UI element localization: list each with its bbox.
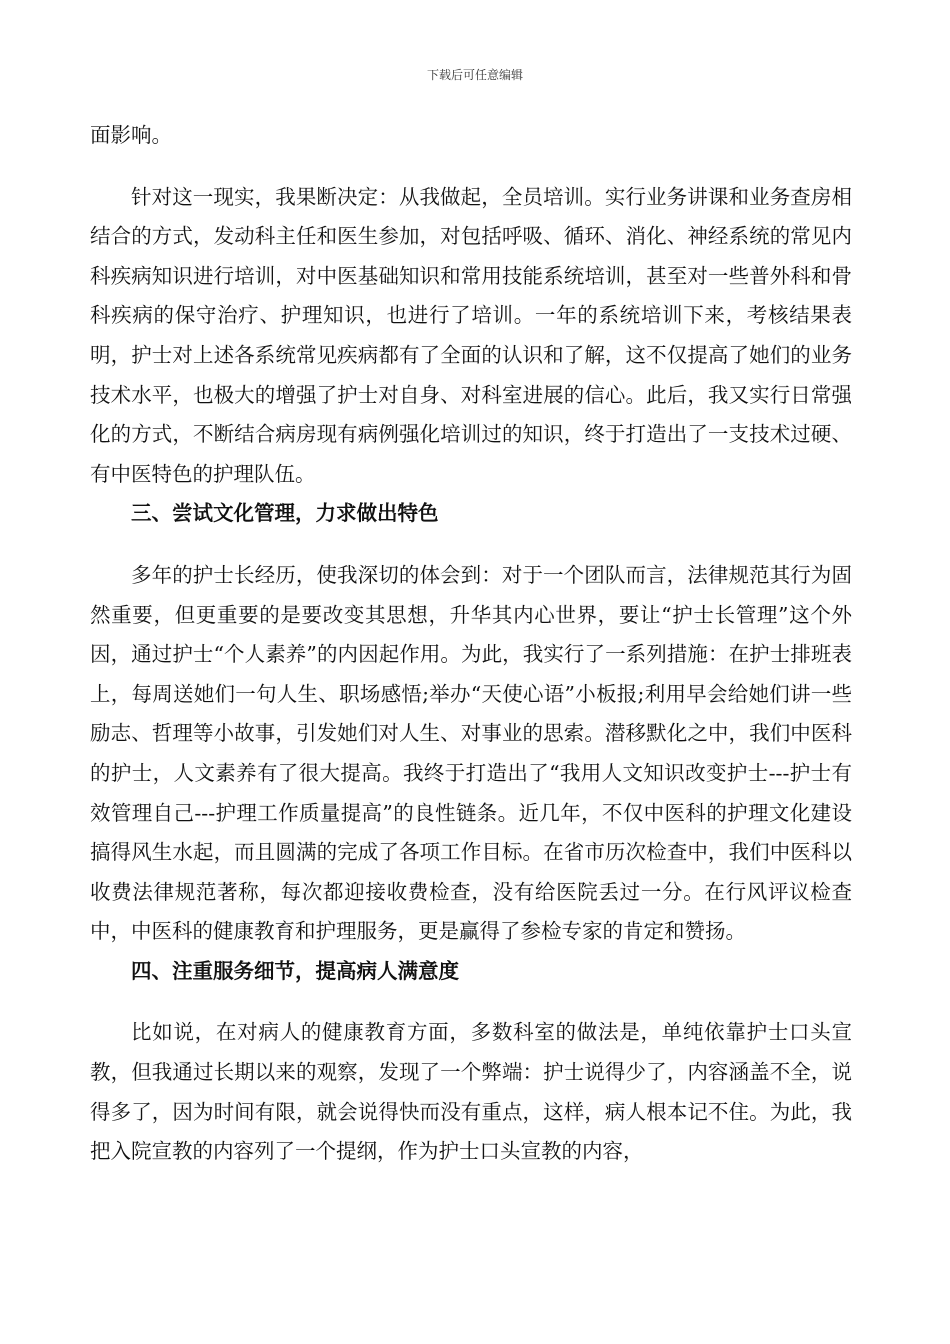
paragraph-training: 针对这一现实，我果断决定：从我做起，全员培训。实行业务讲课和业务查房相结合的方式，发动科主任和医生参加，对包括呼吸、循环、消化、神经系统的常见内科疾病知识进行培训，对中医基础知识和常用技能系统培训，甚至对一些普外科和骨科疾病的保守治疗、护理知识，也进行了培训。一年的系统培训下来，考核结果表明，护士对上述各系统常见疾病都有了全面的认识和了解，这不仅提高了她们的业务技术水平，也极大的增强了护士对自身、对科室进展的信心。此后，我又实行日常强化的方式，不断结合病房现有病例强化培训过的知识，终于打造出了一支技术过硬、有中医特色的护理队伍。	[90, 184, 852, 486]
paragraph-culture: 多年的护士长经历，使我深切的体会到：对于一个团队而言，法律规范其行为固然重要，但更重要的是要改变其思想，升华其内心世界，要让“护士长管理”这个外因，通过护士“个人素养”的内因起作用。为此，我实行了一系列措施：在护士排班表上，每周送她们一句人生、职场感悟;举办“天使心语”小板报;利用早会给她们讲一些励志、哲理等小故事，引发她们对人生、对事业的思索。潜移默化之中，我们中医科的护士，人文素养有了很大提高。我终于打造出了“我用人文知识改变护士---护士有效管理自己---护理工作质量提高”的良性链条。近几年，不仅中医科的护理文化建设搞得风生水起，而且圆满的完成了各项工作目标。在省市历次检查中，我们中医科以收费法律规范著称，每次都迎接收费检查，没有给医院丢过一分。在行风评议检查中，中医科的健康教育和护理服务，更是赢得了参检专家的肯定和赞扬。	[90, 562, 852, 944]
page-header: 下载后可任意编辑	[426, 68, 523, 82]
document-body	[90, 116, 852, 1172]
section-heading-culture: 三、尝试文化管理，力求做出特色	[131, 501, 439, 526]
paragraph-service: 比如说，在对病人的健康教育方面，多数科室的做法是，单纯依靠护士口头宣教，但我通过长期以来的观察，发现了一个弊端：护士说得少了，内容涵盖不全，说得多了，因为时间有限，就会说得快而没有重点，这样，病人根本记不住。为此，我把入院宣教的内容列了一个提纲，作为护士口头宣教的内容，	[90, 1020, 852, 1164]
paragraph-continuation: 面影响。	[90, 123, 172, 147]
section-heading-service: 四、注重服务细节，提高病人满意度	[131, 958, 459, 983]
